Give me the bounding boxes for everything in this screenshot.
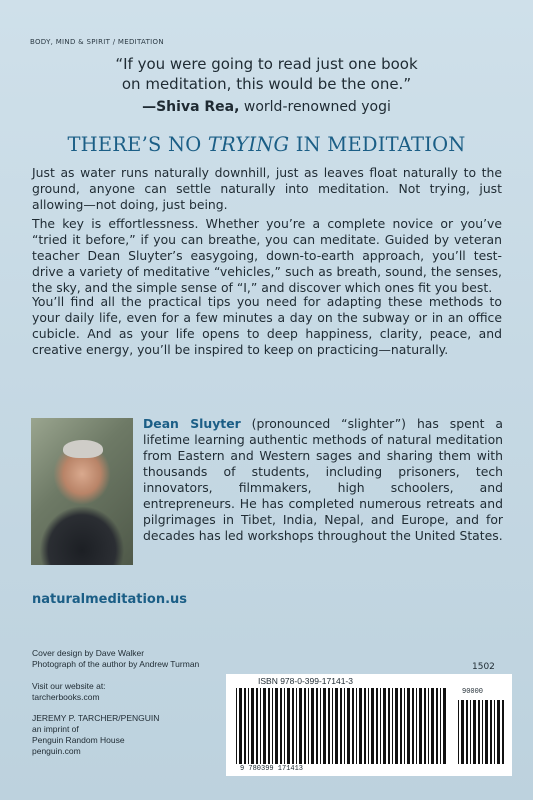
- publisher-website-link[interactable]: tarcherbooks.com: [32, 692, 100, 702]
- author-bio: [143, 416, 503, 544]
- quote-attribution: [40, 99, 493, 115]
- price-code: 1502: [472, 662, 495, 672]
- heading-after: IN MEDITATION: [289, 133, 466, 156]
- author-bio-text: (pronounced “slighter”) has spent a lifetime learning authentic methods of natural meditation from Eastern and Western sages and sharing them with thousands of students, including prisoners, tech innovators, filmmakers, high schoolers, and entrepreneurs. He has completed numerous retreats and pilgrimages in Tibet, India, Nepal, and Europe, and for decades has led workshops throughout the United States.: [143, 416, 503, 543]
- penguin-website-link[interactable]: penguin.com: [32, 746, 81, 756]
- quote-line-1: “If you were going to read just one book: [115, 55, 418, 73]
- attribution-title: world-renowned yogi: [243, 99, 391, 115]
- author-photo-hair: [63, 440, 103, 458]
- author-name: Dean Sluyter: [143, 416, 241, 431]
- main-heading: [20, 133, 513, 156]
- imprint-label: an imprint of: [32, 724, 79, 734]
- barcode-addon-digits: 90000: [462, 688, 484, 696]
- heading-emphasis: TRYING: [207, 133, 290, 156]
- parent-publisher: Penguin Random House: [32, 735, 125, 745]
- category-label: BODY, MIND & SPIRIT / MEDITATION: [30, 38, 164, 46]
- cover-credit: Cover design by Dave Walker: [32, 648, 145, 658]
- photo-credit: Photograph of the author by Andrew Turman: [32, 659, 200, 669]
- body-paragraph-3: You’ll find all the practical tips you need for adapting these methods to your daily life, even for a few minutes a day on the subway or in an office cubicle. And as your life opens to deep happiness, clarity, peace, and creative energy, you’ll be inspired to keep on practicing—naturally.: [32, 294, 502, 357]
- quote-line-2: on meditation, this would be the one.”: [121, 75, 412, 93]
- barcode-bars: [236, 688, 446, 764]
- author-website-link[interactable]: naturalmeditation.us: [32, 592, 188, 607]
- attribution-name: —Shiva Rea,: [142, 99, 240, 115]
- author-photo: [31, 418, 133, 565]
- barcode-addon-bars: [458, 700, 504, 764]
- body-paragraph-2: The key is effortlessness. Whether you’re a complete novice or you’ve “tried it before,” if you can breathe, you can meditate. Guided by veteran teacher Dean Sluyter’s easygoing, down-to-earth approach, you’ll test-drive a variety of meditative “vehicles,” such as breath, sound, the senses, the sky, and the simple sense of “I,” and discover which ones fit you best.: [32, 216, 502, 295]
- heading-before: THERE’S NO: [67, 133, 208, 156]
- publisher-name: JEREMY P. TARCHER/PENGUIN: [32, 713, 160, 723]
- body-paragraph-1: Just as water runs naturally downhill, just as leaves float naturally to the ground, anyone can settle naturally into meditation. Not trying, just allowing—not doing, just being.: [32, 165, 502, 212]
- endorsement-quote: [40, 54, 493, 94]
- visit-label: Visit our website at:: [32, 681, 106, 691]
- barcode-digits: 9 780399 171413: [240, 765, 304, 773]
- isbn-text: ISBN 978-0-399-17141-3: [258, 676, 353, 686]
